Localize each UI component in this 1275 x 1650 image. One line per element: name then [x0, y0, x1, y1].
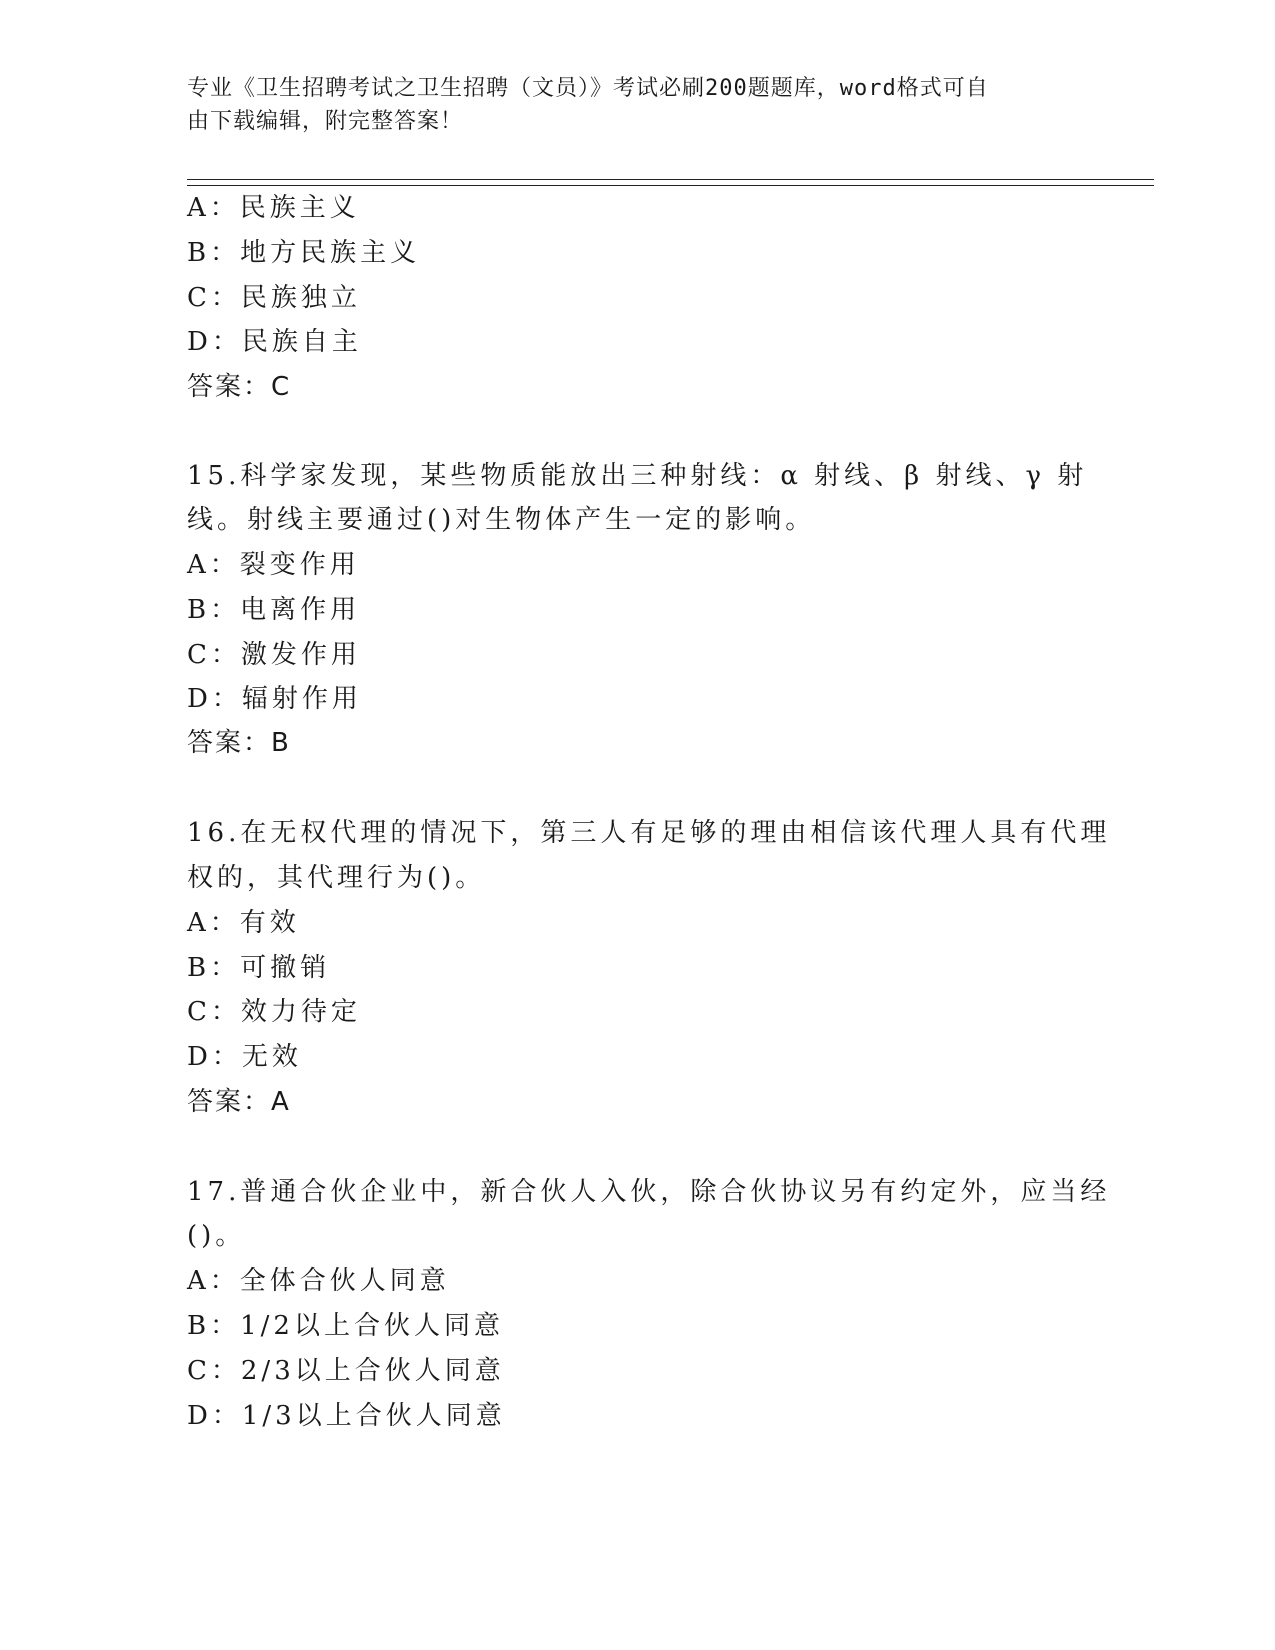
header-line-1: 专业《卫生招聘考试之卫生招聘（文员）》考试必刷200题题库，word格式可自	[187, 76, 989, 101]
header-rule-top	[187, 179, 1154, 180]
q15-option-a: A：裂变作用	[187, 550, 360, 580]
q16-answer: 答案：A	[187, 1087, 291, 1117]
q17-option-d: D：1/3以上合伙人同意	[187, 1401, 506, 1431]
q16-stem-line-2: 权的，其代理行为()。	[187, 863, 486, 893]
q14-answer: 答案：C	[187, 372, 292, 402]
q15-option-c: C：激发作用	[187, 640, 361, 670]
q17-option-c: C：2/3以上合伙人同意	[187, 1356, 505, 1386]
q17-stem-line-2: ()。	[187, 1221, 246, 1251]
header-rule-bottom	[187, 185, 1154, 186]
document-header	[187, 72, 1067, 138]
q15-option-b: B：电离作用	[187, 595, 361, 625]
q14-option-b: B：地方民族主义	[187, 238, 421, 268]
q14-option-d: D：民族自主	[187, 327, 362, 357]
q16-option-d: D：无效	[187, 1042, 302, 1072]
q16-option-a: A：有效	[187, 908, 300, 938]
q14-option-a: A：民族主义	[187, 193, 360, 223]
q15-stem-line-1: 15.科学家发现，某些物质能放出三种射线：α 射线、β 射线、γ 射	[187, 461, 1088, 491]
q15-option-d: D：辐射作用	[187, 684, 362, 714]
q17-option-a: A：全体合伙人同意	[187, 1266, 450, 1296]
q15-stem-line-2: 线。射线主要通过()对生物体产生一定的影响。	[187, 505, 816, 535]
header-line-2: 由下载编辑，附完整答案！	[187, 109, 464, 134]
q17-option-b: B：1/2以上合伙人同意	[187, 1311, 504, 1341]
q15-answer: 答案：B	[187, 728, 291, 758]
q16-stem-line-1: 16.在无权代理的情况下，第三人有足够的理由相信该代理人具有代理	[187, 818, 1111, 848]
q17-stem-line-1: 17.普通合伙企业中，新合伙人入伙，除合伙协议另有约定外，应当经	[187, 1177, 1111, 1207]
q14-option-c: C：民族独立	[187, 283, 361, 313]
q16-option-b: B：可撤销	[187, 953, 331, 983]
q16-option-c: C：效力待定	[187, 997, 361, 1027]
